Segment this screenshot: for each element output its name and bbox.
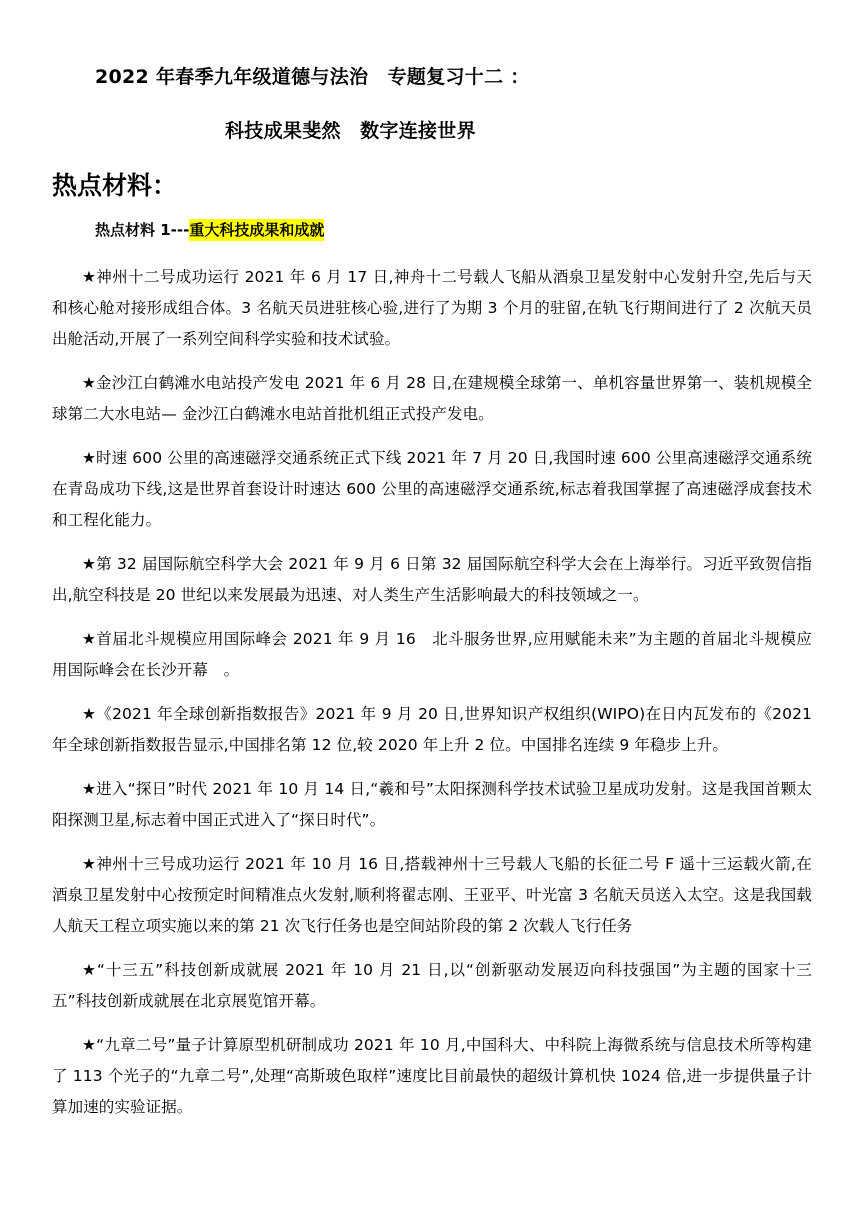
list-item: ★《2021 年全球创新指数报告》2021 年 9 月 20 日,世界知识产权组织(WIPO)在日内瓦发布的《2021 年全球创新指数报告显示,中国排名第 12 位,较 2020 年上升 2 位。中国排名连续 9 年稳步上升。 [52, 705, 812, 754]
section-heading: 热点材料： [52, 171, 178, 200]
document-title: 2022 年春季九年级道德与法治 专题复习十二 ： [95, 66, 530, 88]
list-item: ★进入“探日”时代 2021 年 10 月 14 日,“羲和号”太阳探测科学技术试验卫星成功发射。这是我国首颗太阳探测卫星,标志着中国正式进入了“探日时代”。 [52, 780, 812, 829]
material-subheading [95, 219, 324, 240]
list-item: ★第 32 届国际航空科学大会 2021 年 9 月 6 日第 32 届国际航空科学大会在上海举行。习近平致贺信指出,航空科技是 20 世纪以来发展最为迅速、对人类生产生活影响最大的科技领域之一。 [52, 555, 812, 604]
list-item: ★“九章二号”量子计算原型机研制成功 2021 年 10 月,中国科大、中科院上海微系统与信息技术所等构建了 113 个光子的“九章二号”,处理“高斯玻色取样”速度比目前最快的超级计算机快 1024 倍,进一步提供量子计算加速的实验证据。 [52, 1036, 812, 1116]
list-item: ★首届北斗规模应用国际峰会 2021 年 9 月 16 北斗服务世界,应用赋能未来”为主题的首届北斗规模应用国际峰会在长沙开幕 。 [52, 630, 812, 679]
list-item: ★金沙江白鹤滩水电站投产发电 2021 年 6 月 28 日,在建规模全球第一、单机容量世界第一、装机规模全球第二大水电站— 金沙江白鹤滩水电站首批机组正式投产发电。 [52, 374, 812, 423]
list-item: ★“十三五”科技创新成就展 2021 年 10 月 21 日,以“创新驱动发展迈向科技强国”为主题的国家十三五”科技创新成就展在北京展览馆开幕。 [52, 961, 812, 1010]
subheading-highlight: 重大科技成果和成就 [189, 221, 325, 239]
document-subtitle: 科技成果斐然 数字连接世界 [225, 120, 476, 142]
list-item: ★神州十三号成功运行 2021 年 10 月 16 日,搭载神州十三号载人飞船的长征二号 F 遥十三运载火箭,在酒泉卫星发射中心按预定时间精准点火发射,顺利将翟志刚、王亚平、叶光富 3 名航天员送入太空。这是我国载人航天工程立项实施以来的第 21 次飞行任务也是空间站阶段的第 2 次载人飞行任务 [52, 855, 812, 935]
hot-materials-list [52, 262, 812, 1136]
list-item: ★神州十二号成功运行 2021 年 6 月 17 日,神舟十二号载人飞船从酒泉卫星发射中心发射升空,先后与天和核心舱对接形成组合体。3 名航天员进驻核心验,进行了为期 3 个月的驻留,在轨飞行期间进行了 2 次航天员出舱活动,开展了一系列空间科学实验和技术试验。 [52, 268, 812, 348]
list-item: ★时速 600 公里的高速磁浮交通系统正式下线 2021 年 7 月 20 日,我国时速 600 公里高速磁浮交通系统在青岛成功下线,这是世界首套设计时速达 600 公里的高速磁浮交通系统,标志着我国掌握了高速磁浮成套技术和工程化能力。 [52, 449, 812, 529]
subheading-prefix: 热点材料 1--- [95, 221, 190, 239]
